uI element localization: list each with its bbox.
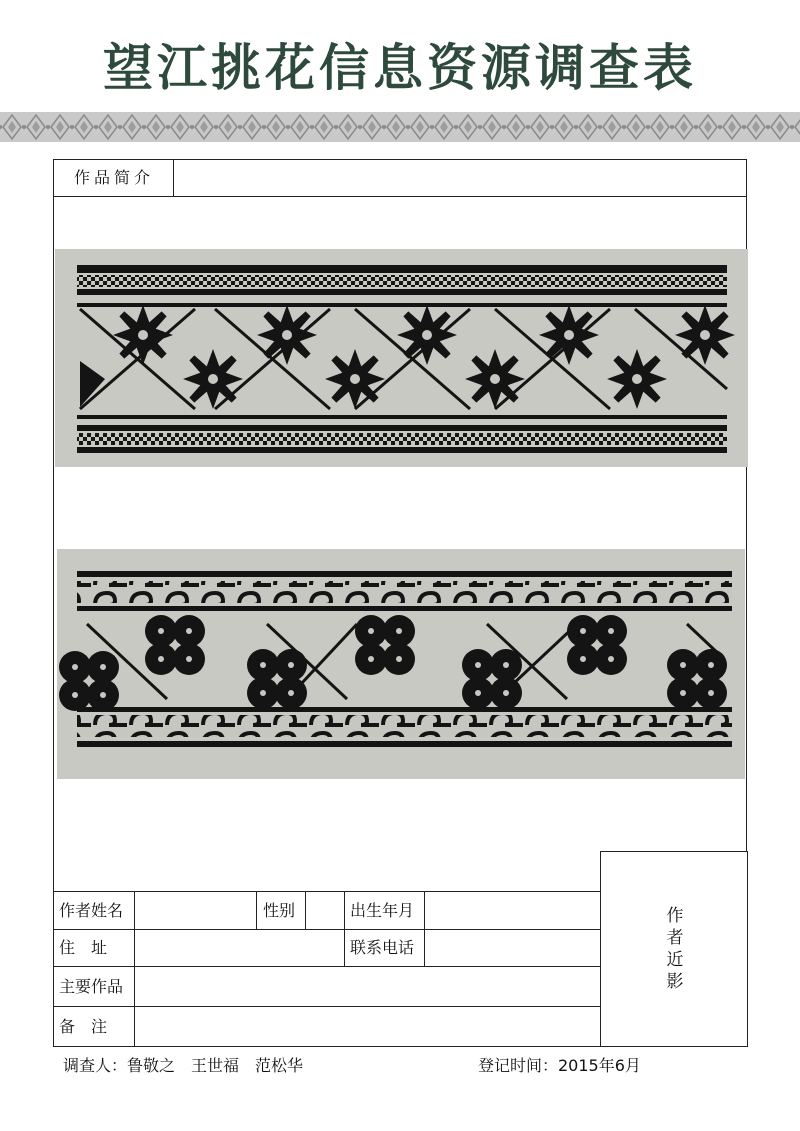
embroidery-photo-2 — [57, 549, 745, 779]
portrait-label: 作者近影 — [666, 906, 684, 992]
intro-label-divider — [173, 159, 174, 196]
remarks-label: 备 注 — [59, 1017, 108, 1036]
author-name-label: 作者姓名 — [59, 901, 124, 920]
form-divider-2 — [53, 929, 600, 930]
intro-row-divider — [53, 196, 747, 197]
birth-label: 出生年月 — [350, 901, 415, 920]
intro-label: 作品简介 — [74, 168, 155, 187]
gender-label: 性别 — [263, 901, 296, 920]
phone-label: 联系电话 — [350, 938, 415, 957]
page-title: 望江挑花信息资源调查表 — [103, 38, 697, 97]
birth-left-divider — [344, 891, 345, 966]
author-portrait-box — [600, 851, 748, 1047]
label-column-divider — [134, 891, 135, 1047]
decorative-pattern-band — [0, 112, 800, 142]
embroidery-photo-1 — [55, 249, 748, 467]
gender-right-divider — [305, 891, 306, 929]
form-divider-3 — [53, 966, 600, 967]
birth-right-divider — [424, 891, 425, 966]
form-divider-4 — [53, 1006, 600, 1007]
form-divider-1 — [53, 891, 600, 892]
registration-date: 登记时间：2015年6月 — [478, 1056, 641, 1075]
surveyor-text: 调查人：鲁敬之 王世福 范松华 — [63, 1056, 304, 1075]
address-label: 住 址 — [59, 938, 108, 957]
gender-left-divider — [256, 891, 257, 929]
main-works-label: 主要作品 — [59, 977, 124, 996]
